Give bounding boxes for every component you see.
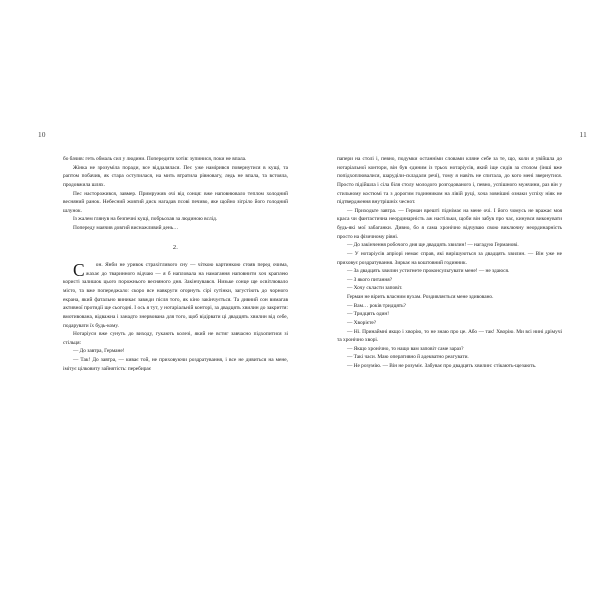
paragraph: — Приходьте завтра. — Герман врешті піднімає на мене очі. І його чомусь не вражає моя краса чи фантастична неординарність аж настільки, щоби він забув про час, кинувся виконувати будь-які мої забаганки. Дивно, бо я сама хронічно відчуваю свою виключну неординарність просто на фізичному рівні. (337, 207, 562, 240)
dialogue-line: — Вам… років тридцять? (347, 302, 406, 309)
left-page (38, 130, 288, 373)
paragraph-text: он. Янби не уривок страхітливого сну — чіткою картинкою стояв перед очима, жахає до тваринного відчаю — я б напловала на намагання наповнити хоч краплею користі залишок цього порожнього весняного дня. Закінчувався. Низьке сонце ще освітлювало місто, та вже попереджало: скоро все навкруги огорнуть сірі сутінки, загустіють до чорного екрана, який фатально виникає завжди після того, як кіно закінчується. Та дивний сон вимагав активної протидії ще сьогодні. І ось я тут, у нотаріальній конторі, за двадцять хвилин до закриття: вмотивована, відважна і занадто знервована для того, щоб відірвати ці двадцять хвилин від себе, подарувати їх будь-кому. (63, 262, 288, 329)
paragraph: Жінка не зрозуміла поради, все віддалялася. Пес уже намірився повернутися в кущі, та раптом побачив, як стара оступилася, на мить втратила рівновагу, ледь не впала, та встояла, продовжила шлях. (63, 164, 288, 188)
paragraph: бо бачив: геть обмаль сил у людини. Попередити хотів: зупинися, поки не впала. (63, 156, 247, 162)
right-page (337, 130, 587, 371)
left-page-text-column (63, 155, 288, 373)
paragraph: Попереду маячив довгий виснажливий день… (73, 225, 179, 231)
dialogue-line: — Ні. Принаймні якщо і хворію, то не знаю про це. Або — так! Хворію. Ми всі нині дрімучі та хронічно хворі. (337, 328, 562, 344)
dialogue-line: — Хворієте? (347, 319, 377, 326)
dialogue-line: — За двадцять хвилин устигнете проконсультувати мене! — не здаюся. (347, 268, 510, 275)
paragraph: Пес насторожився, завмер. Примружив очі від сонця: вже наповнювало теплом холодний весняний ранок. Небесний жовтий диск нагадав псові печиво, яке щойно зігріло його голодний шлунок. (63, 190, 288, 214)
paragraph-with-dropcap (63, 261, 288, 330)
paragraph: папери на столі і, певно, подумки останніми словами кляне себе за те, що, коли я увійшла до нотаріальної контори, він був єдиним із трьох нотаріусів, який іще сидів за столом (інші вже попідхоплювалися, шаруділи-складали речі), тому я навіть не спитала, до кого мені звернутися. Просто підійшла і сіла біля столу молодого розгодованого і, певно, успішного мужчини, раз він у стильному костюмі та з дорогим годинником на лівій руці, хоча зовнішні ознаки успіху ніяк не підтвердження внутрішніх чеснот. (337, 156, 562, 206)
dialogue-line: — До закінчення робочого дня ще двадцять хвилин! — нагадую Германові. (347, 242, 519, 249)
dialogue-line: — З якого питання? (347, 276, 393, 283)
dialogue-line: — Тридцять один! (347, 311, 390, 318)
dialogue-line: — Хочу скласти заповіт. (347, 285, 403, 292)
dialogue-line: — Такі часи. Маю оперативно й адекватно реагувати. (347, 354, 469, 361)
page-number-left: 10 (38, 131, 46, 139)
dialogue-line: — У нотаріусів апріорі немає справ, які вирішуються за двадцять хвилин. — Він уже не приховує роздратування. Зиркає на коштовний годинник. (337, 250, 562, 266)
dialogue-line: — Не розумію. — Він не розуміє. Забуває про двадцять хвилин: стікають-щезають. (347, 363, 537, 369)
section-number: 2. (172, 244, 179, 252)
page-number-right: 11 (579, 131, 587, 139)
drop-cap-letter: С (73, 260, 85, 281)
paragraph: Герман не вірить власним вухам. Роздивляється мене здивовано. (347, 294, 494, 300)
dialogue-line: — Так! До завтра, — киває той, не приховуючи роздратування, і все не дивиться на мене, імітує цілковиту зайнятість: перебирає (63, 357, 288, 372)
paragraph: Нотаріуси вже сунуть до виходу, гукають колезі, який не встиг завчасно підхопитися зі стільця: (63, 331, 288, 346)
paragraph: Із жалем глянув на безпечні кущі, побрьохав за людиною вслід. (73, 216, 218, 223)
dialogue-line: — До завтра, Германе! (73, 348, 125, 355)
dialogue-line: — Якщо хронічно, то нащо вам заповіт саме зараз? (347, 345, 464, 352)
right-page-text-column (337, 155, 562, 371)
